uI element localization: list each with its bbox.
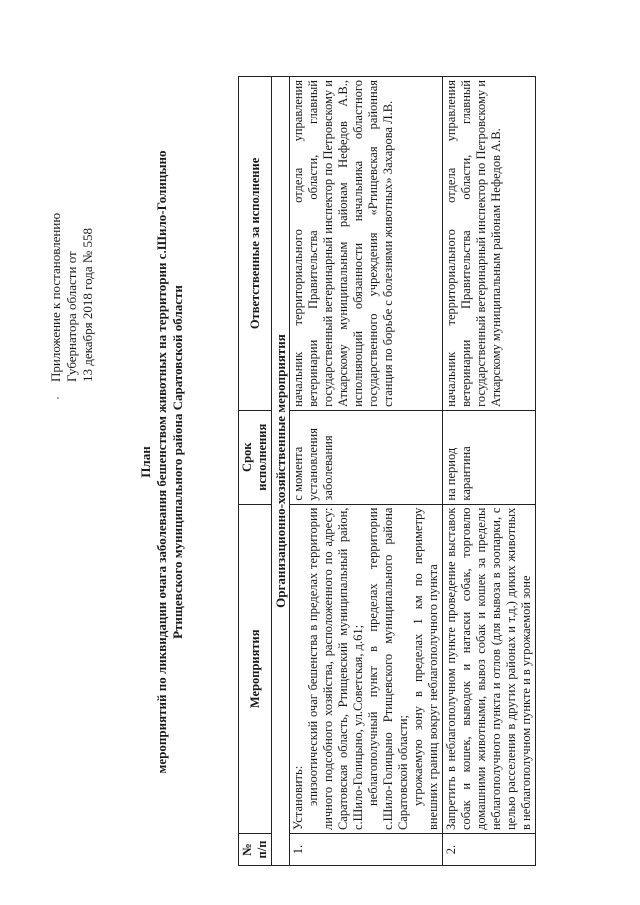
measure-paragraph: эпизоотический очаг бешенства в пределах территории личного подсобного хозяйства, расположенного по адресу: Саратовская область, Ртищевский муниципальный район, с.Шило-Голицыно, ул.Советская, д.61;	[306, 507, 365, 831]
table-row	[290, 77, 443, 866]
header-measures: Мероприятия	[239, 504, 272, 833]
rotated-document	[20, 32, 620, 892]
appendix-line-2: Губернатора области от	[64, 251, 79, 382]
title-line-2: Ртищевского муниципального района Саратовской области	[170, 285, 185, 639]
header-term: Срок исполнения	[239, 410, 272, 504]
appendix-line-3: 13 декабря 2018 года № 558	[80, 227, 95, 382]
row-responsible: начальник территориального отдела управления ветеринарии Правительства области, главный государственный ветеринарный инспектор по Петровскому и Аткарскому муниципальным районам Нефедов А.В., исполняющий обязанности начальника областного государственного учреждения «Ртищевская районная станция по борьбе с болезнями животных» Захарова Л.В.	[290, 77, 443, 411]
row-num: 2.	[443, 834, 536, 866]
row-term: с момента установления заболевания	[290, 410, 443, 504]
row-measure	[443, 504, 536, 833]
row-term: на период карантина	[443, 410, 536, 504]
section-title: Организационно-хозяйственные мероприятия	[272, 77, 290, 866]
measure-intro: Установить:	[291, 765, 305, 831]
measure-paragraph: неблагополучный пункт в пределах территории с.Шило-Голицыно Ртищевского муниципального района Саратовской области;	[366, 507, 410, 831]
measure-paragraph: Запретить в неблагополучном пункте проведение выставок собак и кошек, выводок и натаски собак, торговлю домашними животными, вывоз собак и кошек за пределы неблагополучного пункта и отлов (для вывоза в зоопарки, с целью расселения в других районах и т.д.) диких животных в неблагополучном пункте и в угрожаемой зоне	[444, 507, 533, 831]
title-line-1: мероприятий по ликвидации очага заболевания бешенством животных на территории с.Шило-Голицыно	[154, 150, 169, 774]
row-responsible: начальник территориального отдела управления ветеринарии Правительства области, главный государственный ветеринарный инспектор по Петровскому и Аткарскому муниципальным районам Нефедов А.В.	[443, 77, 536, 411]
plan-title	[138, 32, 186, 892]
appendix-line-1: Приложение к постановлению	[48, 212, 63, 382]
table-row	[443, 77, 536, 866]
plan-table	[238, 76, 536, 866]
row-measure	[290, 504, 443, 833]
header-responsible: Ответственные за исполнение	[239, 77, 272, 411]
title-word: План	[138, 446, 153, 478]
header-num: № п/п	[239, 834, 272, 866]
section-row	[272, 77, 290, 866]
measure-paragraph: угрожаемую зону в пределах 1 км по периметру внешних границ вокруг неблагополучного пункта	[411, 507, 440, 831]
table-header-row	[239, 77, 272, 866]
appendix-note	[48, 42, 96, 382]
row-num: 1.	[290, 834, 443, 866]
